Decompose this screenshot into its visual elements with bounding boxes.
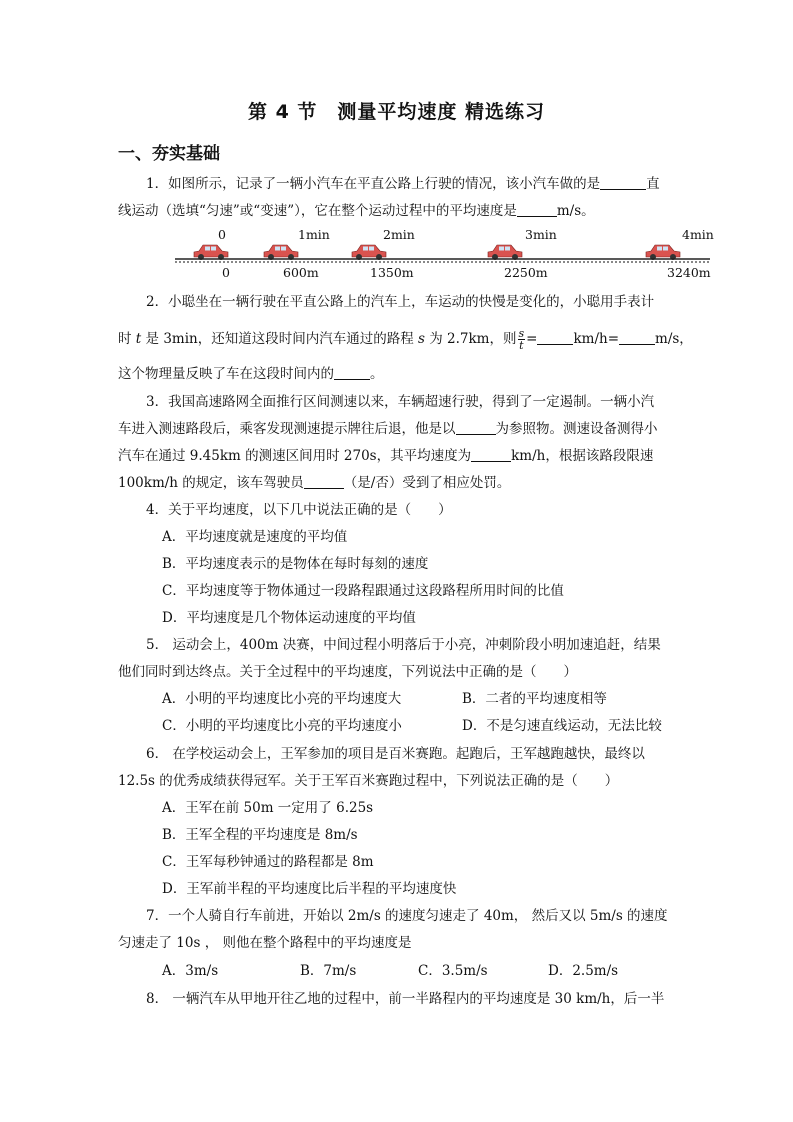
answer-blank xyxy=(537,330,573,345)
q6-option-b: B．王军全程的平均速度是 8m/s xyxy=(162,827,358,843)
q4-stem: 4．关于平均速度，以下几中说法正确的是（ ） xyxy=(146,502,452,518)
time-label: 4min xyxy=(682,227,714,242)
car-icon xyxy=(488,245,522,260)
fraction-s-over-t: $\frac{s}{t}$ xyxy=(518,327,525,352)
q2-line-2: 时 t 是 3min，还知道这段时间内汽车通过的路程 s 为 2.7km，则 $\frac{s}{t}$ = km/h= m/s， xyxy=(118,327,693,352)
answer-blank xyxy=(517,202,557,217)
q2-line-1: 2．小聪坐在一辆行驶在平直公路上的汽车上，车运动的快慢是变化的，小聪用手表计 xyxy=(146,294,655,310)
q4-option-b: B．平均速度表示的是物体在每时每刻的速度 xyxy=(162,556,429,572)
q8-line-1: 8． 一辆汽车从甲地开往乙地的过程中，前一半路程内的平均速度是 30 km/h，后一半 xyxy=(146,991,665,1007)
time-labels xyxy=(218,227,714,242)
distance-label: 3240m xyxy=(667,265,711,280)
q4-option-c: C．平均速度等于物体通过一段路程跟通过这段路程所用时间的比值 xyxy=(162,583,564,599)
car-icon xyxy=(194,245,228,260)
time-label: 2min xyxy=(383,227,415,242)
q1-line-2: 线运动（选填“匀速”或“变速”），它在整个运动过程中的平均速度是 m/s。 xyxy=(118,203,595,219)
q6-option-a: A．王军在前 50m 一定用了 6.25s xyxy=(162,800,374,816)
distance-labels xyxy=(222,265,711,280)
q3-line-3: 汽车在通过 9.45km 的测速区间用时 270s，其平均速度为 km/h，根据该路段限速 xyxy=(118,448,654,464)
answer-blank xyxy=(471,447,511,462)
distance-label: 2250m xyxy=(504,265,548,280)
section-heading: 一、夯实基础 xyxy=(118,144,220,164)
q5-option-d: D．不是匀速直线运动，无法比较 xyxy=(462,718,662,734)
answer-blank xyxy=(600,175,646,190)
q3-line-4: 100km/h 的规定，该车驾驶员 （是/否）受到了相应处罚。 xyxy=(118,475,511,491)
q7-line-2: 匀速走了 10s ， 则他在整个路程中的平均速度是 xyxy=(118,935,412,951)
answer-blank xyxy=(334,365,370,380)
time-label: 3min xyxy=(525,227,557,242)
answer-blank xyxy=(456,420,496,435)
q7-line-1: 7．一个人骑自行车前进，开始以 2m/s 的速度匀速走了 40m， 然后又以 5m/s 的速度 xyxy=(146,908,668,924)
q6-line-1: 6． 在学校运动会上，王军参加的项目是百米赛跑。起跑后，王军越跑越快，最终以 xyxy=(146,746,645,762)
q1-line-1: 1．如图所示，记录了一辆小汽车在平直公路上行驶的情况，该小汽车做的是 直 xyxy=(146,176,660,192)
q6-option-d: D．王军前半程的平均速度比后半程的平均速度快 xyxy=(162,881,457,897)
car-icon xyxy=(646,245,680,260)
q4-option-d: D．平均速度是几个物体运动速度的平均值 xyxy=(162,610,416,626)
q7-option-c: C．3.5m/s xyxy=(418,963,488,979)
q7-option-d: D．2.5m/s xyxy=(548,963,619,979)
q5-option-c: C．小明的平均速度比小亮的平均速度小 xyxy=(162,718,402,734)
q3-line-1: 3．我国高速路网全面推行区间测速以来，车辆超速行驶，得到了一定遏制。一辆小汽 xyxy=(146,394,655,410)
q5-option-b: B．二者的平均速度相等 xyxy=(462,691,607,707)
page-title: 第 4 节 测量平均速度 精选练习 xyxy=(247,101,546,123)
cars xyxy=(194,245,680,260)
road xyxy=(175,259,710,262)
answer-blank xyxy=(304,474,344,489)
q7-option-a: A．3m/s xyxy=(162,963,219,979)
q3-line-2: 车进入测速路段后，乘客发现测速提示牌往后退，他是以 为参照物。测速设备测得小 xyxy=(118,421,658,437)
q5-line-2: 他们同时到达终点。关于全过程中的平均速度，下列说法中正确的是（ ） xyxy=(118,664,577,680)
distance-label: 1350m xyxy=(370,265,414,280)
car-icon xyxy=(264,245,298,260)
distance-label: 600m xyxy=(283,265,319,280)
car-road-figure xyxy=(170,222,715,282)
q7-option-b: B．7m/s xyxy=(300,963,357,979)
time-label: 0 xyxy=(218,227,226,242)
distance-label: 0 xyxy=(222,265,230,280)
q6-line-2: 12.5s 的优秀成绩获得冠军。关于王军百米赛跑过程中，下列说法正确的是（ ） xyxy=(118,773,619,789)
car-icon xyxy=(352,245,386,260)
q6-option-c: C．王军每秒钟通过的路程都是 8m xyxy=(162,854,374,870)
q5-line-1: 5． 运动会上，400m 决赛，中间过程小明落后于小亮，冲刺阶段小明加速追赶，结果 xyxy=(146,637,661,653)
q4-option-a: A．平均速度就是速度的平均值 xyxy=(162,529,348,545)
q5-option-a: A．小明的平均速度比小亮的平均速度大 xyxy=(162,691,402,707)
q2-line-3: 这个物理量反映了车在这段时间内的 。 xyxy=(118,366,384,382)
answer-blank xyxy=(619,330,655,345)
time-label: 1min xyxy=(298,227,330,242)
